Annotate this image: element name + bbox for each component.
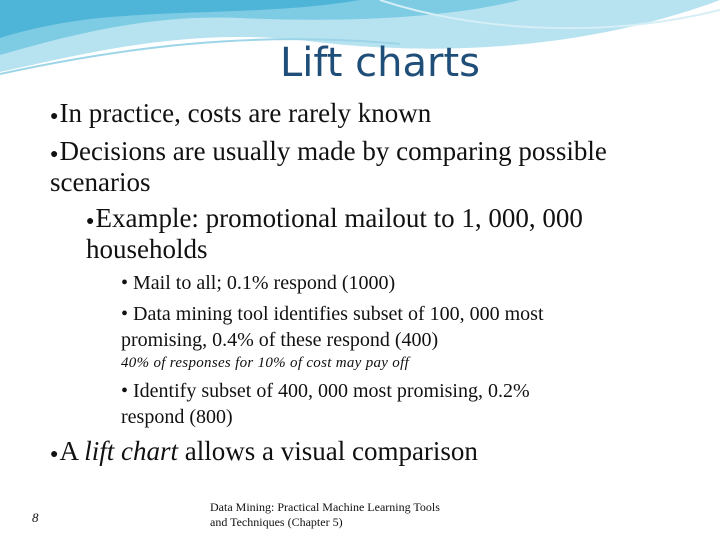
sub-bullet-mail-all: • Mail to all; 0.1% respond (1000) bbox=[121, 272, 396, 294]
bullet-dot-icon: ● bbox=[50, 447, 59, 462]
sub-bullet-identify-cont: respond (800) bbox=[121, 406, 233, 428]
bullet-decisions-text: Decisions are usually made by comparing possible bbox=[59, 136, 607, 166]
footer-source bbox=[210, 500, 440, 530]
footer-line-2: and Techniques (Chapter 5) bbox=[210, 515, 343, 529]
sub-bullet-data-mining-cont: promising, 0.4% of these respond (400) bbox=[121, 329, 439, 351]
bullet-dot-icon: ● bbox=[86, 214, 95, 229]
bullet-decisions-cont: scenarios bbox=[50, 167, 151, 197]
bullet-costs bbox=[50, 98, 431, 129]
slide-title: Lift charts bbox=[280, 40, 480, 86]
bullet-example-cont: households bbox=[86, 234, 208, 264]
bullet-dot-icon: ● bbox=[50, 147, 59, 162]
bullet-lift-term: lift chart bbox=[84, 436, 178, 466]
bullet-lift-chart bbox=[50, 436, 478, 467]
bullet-lift-post: allows a visual comparison bbox=[177, 436, 478, 466]
page-number: 8 bbox=[32, 510, 39, 525]
bullet-example-text: Example: promotional mailout to 1, 000, 000 bbox=[95, 203, 583, 233]
footer-line-1: Data Mining: Practical Machine Learning Tools bbox=[210, 500, 440, 514]
bullet-lift-pre: A bbox=[59, 436, 85, 466]
bullet-costs-text: In practice, costs are rarely known bbox=[59, 98, 432, 128]
bullet-dot-icon: ● bbox=[50, 109, 59, 124]
bullet-example bbox=[86, 203, 583, 234]
note-pay-off: 40% of responses for 10% of cost may pay off bbox=[121, 355, 410, 371]
sub-bullet-identify: • Identify subset of 400, 000 most promising, 0.2% bbox=[121, 380, 530, 402]
bullet-decisions bbox=[50, 136, 607, 167]
sub-bullet-data-mining: • Data mining tool identifies subset of 100, 000 most bbox=[121, 303, 544, 325]
